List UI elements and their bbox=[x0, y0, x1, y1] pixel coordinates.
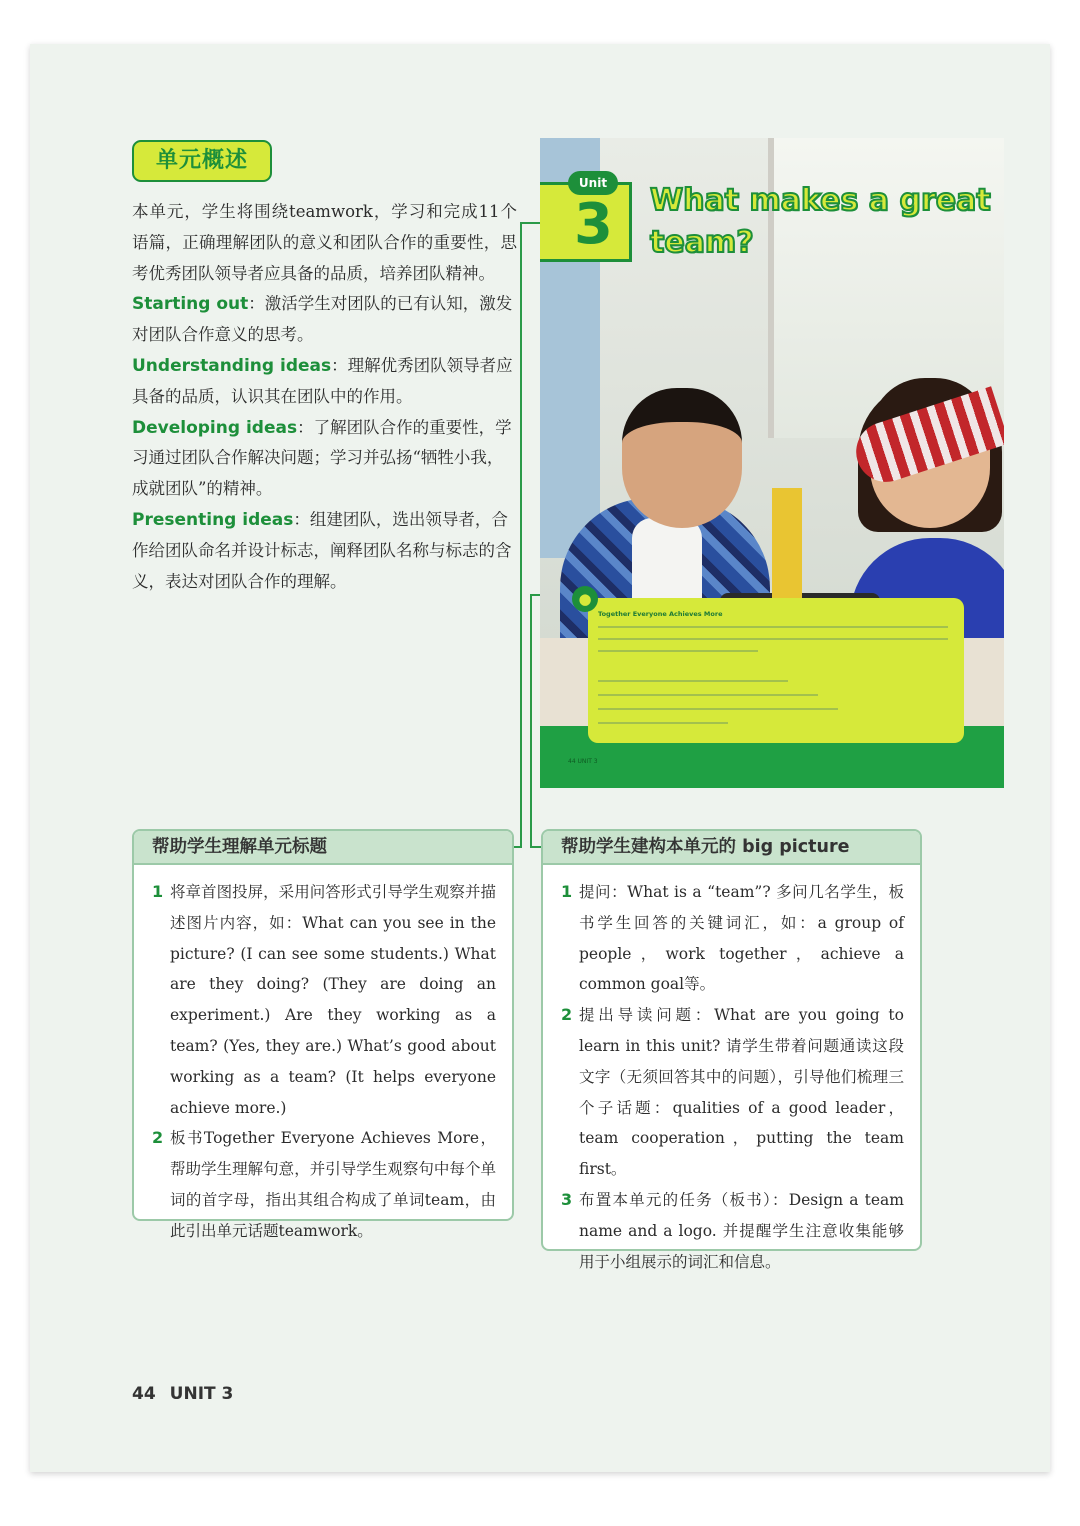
item-number: 2 bbox=[152, 1128, 164, 1148]
connector-line bbox=[514, 846, 522, 848]
box-heading: 帮助学生理解单元标题 bbox=[134, 831, 512, 865]
item-number: 2 bbox=[561, 1005, 573, 1025]
overview-item-body: ：激活学生对团队的已有认知，激发对团队合作意义的思考。 bbox=[132, 294, 513, 345]
teaching-box-title bbox=[132, 829, 514, 1240]
overview-item-head: Developing ideas bbox=[132, 417, 298, 438]
page-footer bbox=[132, 1384, 247, 1404]
lightbulb-icon: ● bbox=[572, 586, 598, 612]
book-page-footer: 44 UNIT 3 bbox=[568, 758, 598, 765]
text-line bbox=[598, 708, 838, 710]
overview-item-developing-ideas bbox=[132, 413, 517, 505]
teaching-box-big-picture bbox=[541, 829, 922, 1271]
unit-label: Unit bbox=[568, 171, 618, 195]
connector-line bbox=[520, 222, 522, 848]
item-text: 提问：What is a “team”? 多问几名学生，板书学生回答的关键词汇，如：a group of people，work together，achieve a common goal等。 bbox=[579, 883, 904, 994]
overview-item-head: Starting out bbox=[132, 294, 249, 315]
box-heading: 帮助学生建构本单元的 big picture bbox=[543, 831, 920, 865]
intro-box-title: Together Everyone Achieves More bbox=[598, 610, 723, 618]
text-line bbox=[598, 650, 758, 652]
robot-arm bbox=[772, 488, 802, 608]
item-text: 提出导读问题：What are you going to learn in this unit? 请学生带着问题通读这段文字（无须回答其中的问题），引导他们梳理三个子话题：qualities of a good leader，team cooperation，putting the team first。 bbox=[579, 1006, 904, 1179]
list-item bbox=[561, 1000, 904, 1185]
box-body bbox=[543, 865, 920, 1277]
item-number: 3 bbox=[561, 1189, 573, 1209]
item-text: 布置本单元的任务（板书）：Design a team name and a logo. 并提醒学生注意收集能够用于小组展示的词汇和信息。 bbox=[579, 1190, 904, 1271]
text-line bbox=[598, 626, 948, 628]
item-number: 1 bbox=[152, 882, 164, 901]
connector-line bbox=[530, 594, 532, 848]
list-item bbox=[152, 877, 496, 1123]
unit-overview bbox=[132, 197, 517, 597]
text-line bbox=[598, 722, 728, 724]
item-number: 1 bbox=[561, 882, 573, 901]
text-line bbox=[598, 638, 948, 640]
textbook-page-image bbox=[540, 138, 1004, 788]
item-text: 将章首图投屏，采用问答形式引导学生观察并描述图片内容，如：What can you see in the picture? (I can see some students.) What are they doing? (They are doing an experiment.) Are they working as a team? (Yes, they are.) What’s good about working as a team? (It helps everyone achieve more.) bbox=[170, 883, 496, 1117]
text-line bbox=[598, 694, 818, 696]
overview-item-head: Understanding ideas bbox=[132, 355, 332, 376]
section-badge: 单元概述 bbox=[132, 140, 272, 182]
connector-line bbox=[520, 222, 542, 224]
list-item bbox=[152, 1123, 496, 1246]
unit-label-footer: UNIT 3 bbox=[169, 1384, 234, 1404]
unit-number: 3 bbox=[574, 192, 613, 257]
text-line bbox=[598, 680, 788, 682]
unit-title: What makes a great team? bbox=[650, 183, 991, 260]
overview-item-presenting-ideas bbox=[132, 505, 517, 597]
list-item bbox=[561, 1185, 904, 1277]
page-number: 44 bbox=[132, 1384, 156, 1404]
item-text: 板书Together Everyone Achieves More，帮助学生理解句意，并引导学生观察句中每个单词的首字母，指出其组合构成了单词team，由此引出单元话题teamwork。 bbox=[170, 1129, 496, 1240]
overview-item-head: Presenting ideas bbox=[132, 509, 294, 530]
boy-face bbox=[622, 388, 742, 528]
overview-intro: 本单元，学生将围绕teamwork，学习和完成11个语篇，正确理解团队的意义和团队合作的重要性，思考优秀团队领导者应具备的品质，培养团队精神。 bbox=[132, 202, 517, 283]
overview-item-understanding-ideas bbox=[132, 351, 517, 413]
overview-item-starting-out bbox=[132, 289, 517, 351]
overview-item-body: ：理解优秀团队领导者应具备的品质，认识其在团队中的作用。 bbox=[132, 355, 513, 406]
list-item bbox=[561, 877, 904, 1000]
overview-item-body: ：了解团队合作的重要性，学习通过团队合作解决问题；学习并弘扬“牺牲小我，成就团队”的精神。 bbox=[132, 417, 512, 499]
overview-item-body: ：组建团队，选出领导者，合作给团队命名并设计标志，阐释团队名称与标志的含义，表达对团队合作的理解。 bbox=[132, 509, 512, 591]
box-body bbox=[134, 865, 512, 1247]
